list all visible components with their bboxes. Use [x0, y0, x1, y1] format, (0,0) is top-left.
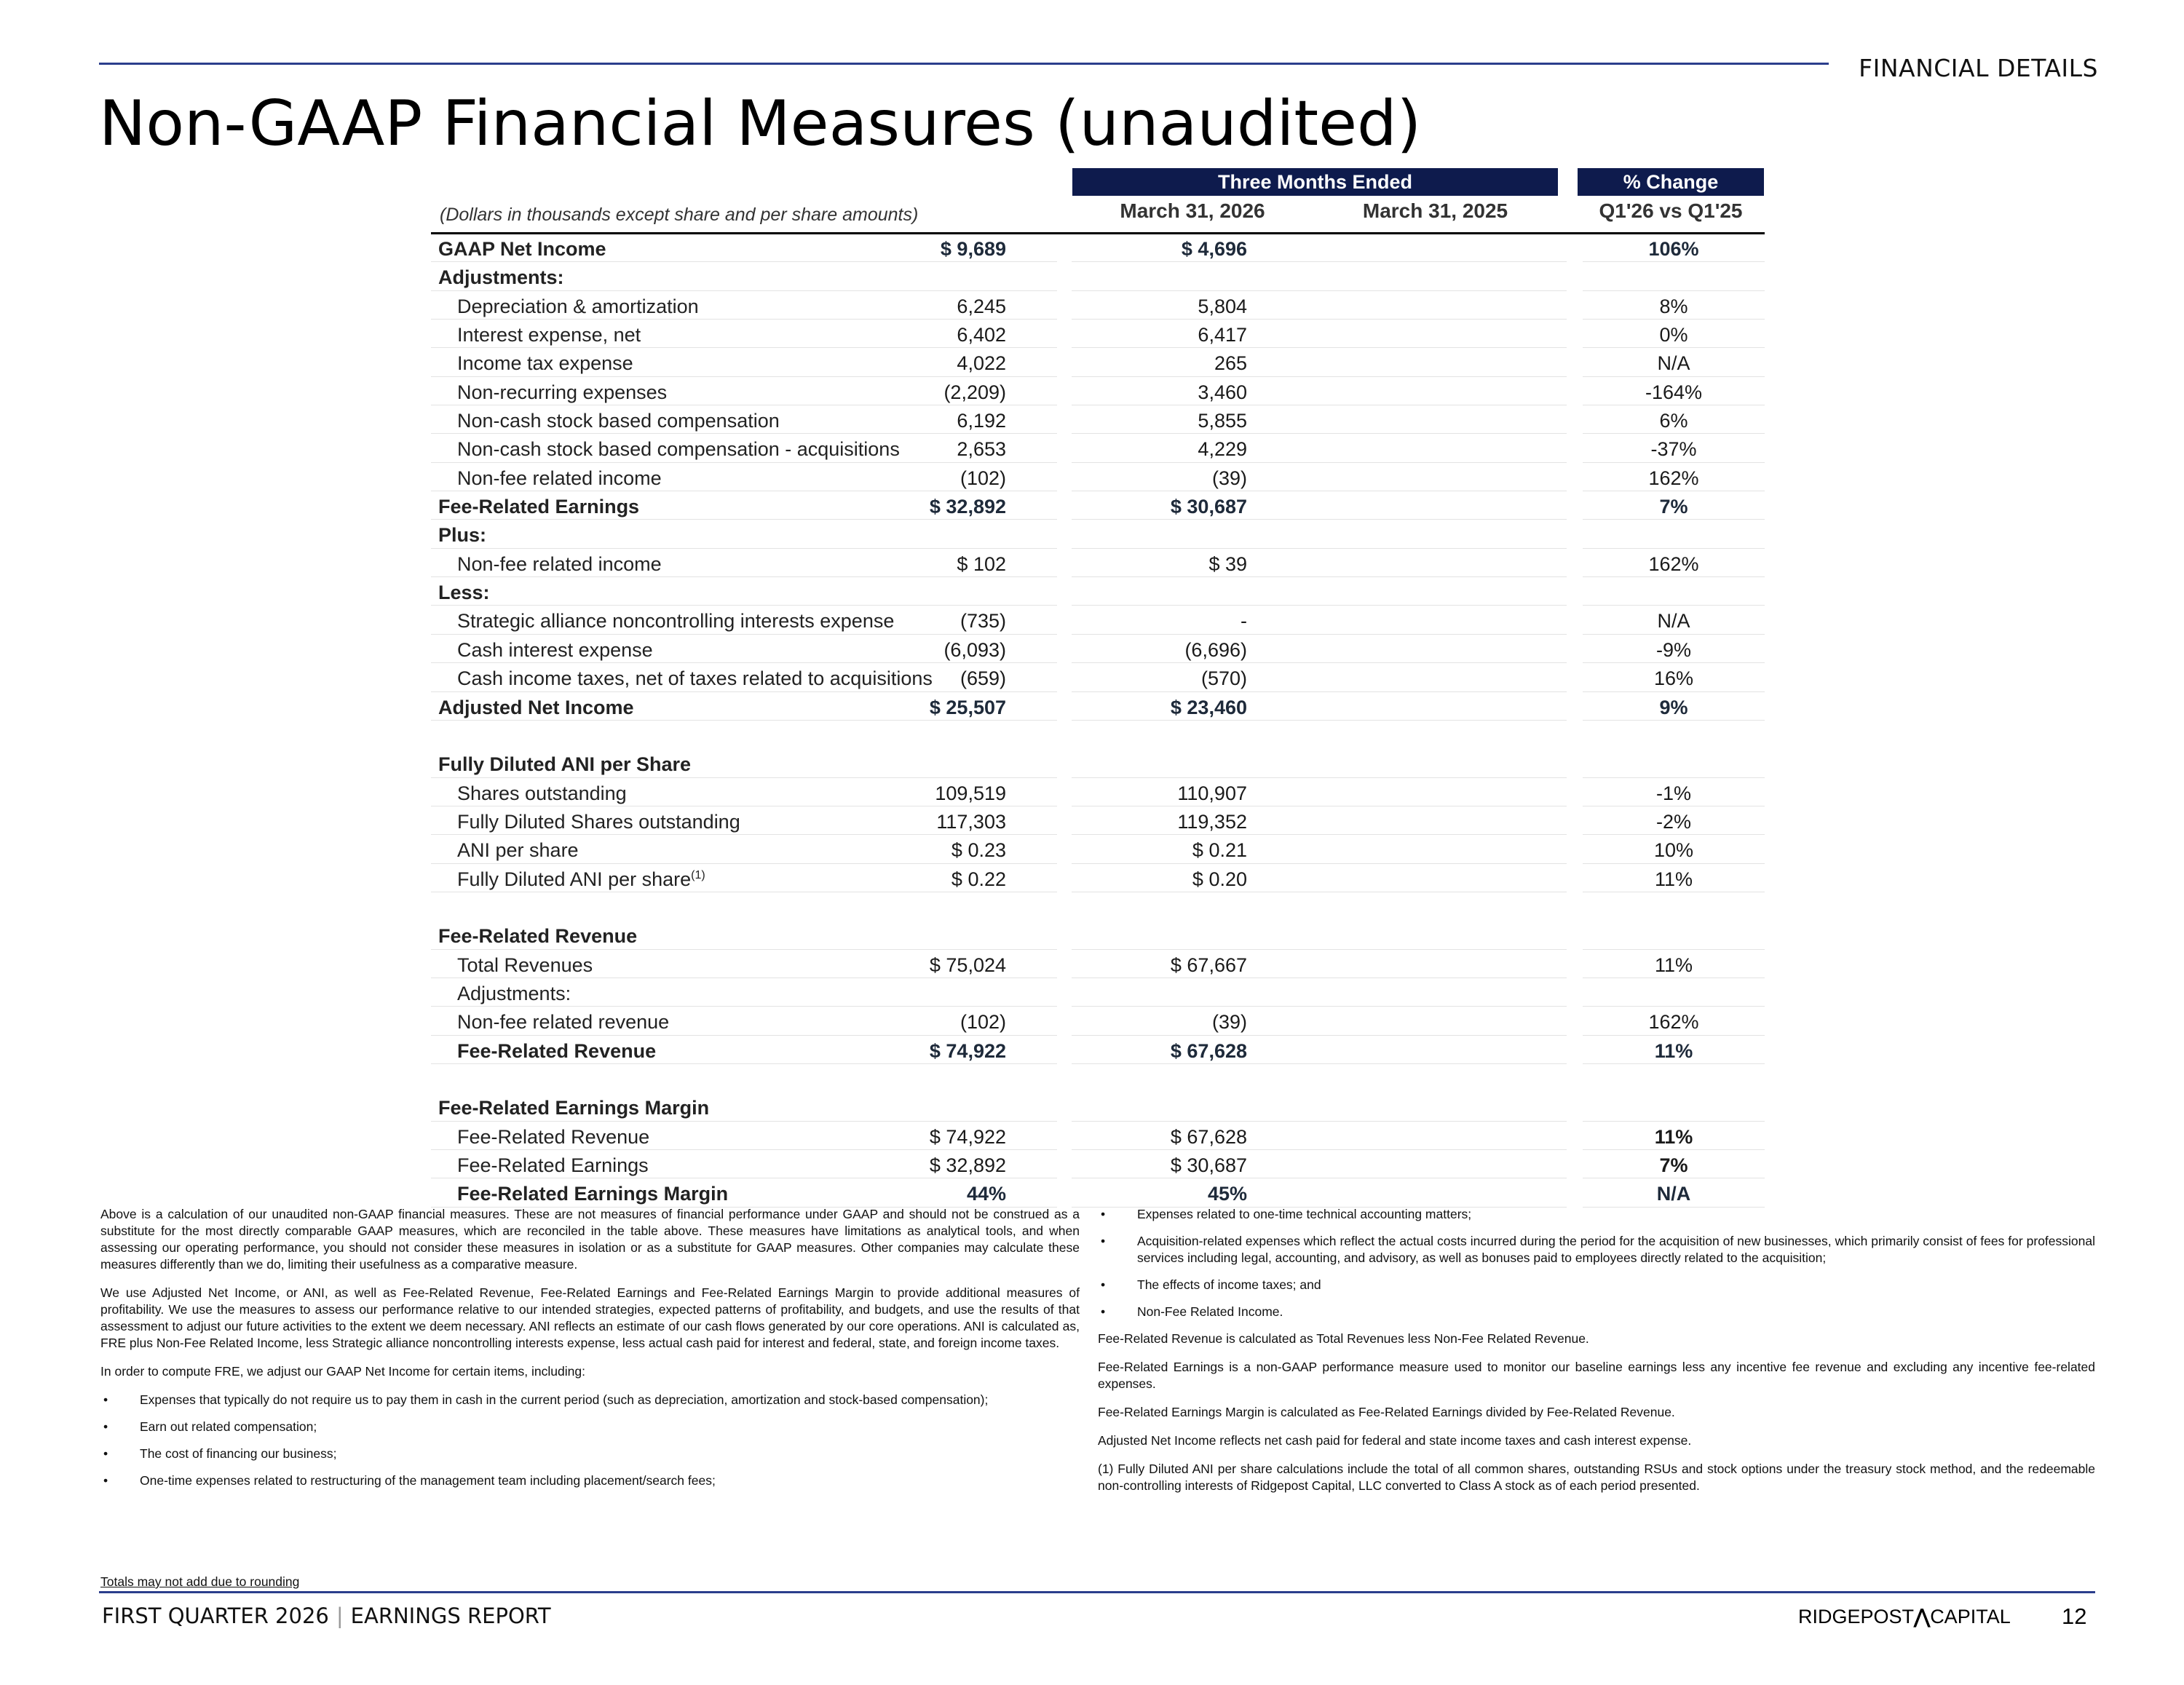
- row-label: Income tax expense: [457, 352, 633, 375]
- row-label: Fee-Related Revenue: [457, 1039, 657, 1062]
- table-row: [431, 491, 1765, 520]
- table-row: [431, 1178, 1765, 1207]
- table-row: [431, 348, 1765, 376]
- table-row: [431, 663, 1765, 691]
- bullet-text: Acquisition-related expenses which reflect the actual costs incurred during the period for the acquisition of new businesses, which primarily consist of fees for professional services including legal, accounting, and advisory, as well as bonuses paid to employees directly related to the acquisition;: [1137, 1234, 2095, 1265]
- value-pct-change: -2%: [1655, 810, 1691, 833]
- table-row: [431, 1036, 1765, 1064]
- table-row: [431, 549, 1765, 577]
- logo-text-left: RIDGEPOST: [1798, 1606, 1915, 1627]
- value-2025: (39): [1211, 467, 1247, 489]
- value-2025: $ 23,460: [1170, 696, 1247, 718]
- value-pct-change: 8%: [1659, 295, 1688, 317]
- value-pct-change: 11%: [1654, 868, 1693, 890]
- footnote-paragraph: Above is a calculation of our unaudited non-GAAP financial measures. These are not measures of financial performance under GAAP and should not be construed as a substitute for the most directly comparable GAAP measures, which are reconciled in the table above. These measures have limitations as analytical tools, and when assessing our operating performance, you should not consider these measures in isolation or as a substitute for GAAP measures. Other companies may calculate these measures differently than we do, limiting their usefulness as a comparative measure.: [100, 1207, 1080, 1272]
- value-2025: $ 67,667: [1170, 953, 1247, 976]
- value-2025: 5,855: [1198, 410, 1247, 432]
- value-2026: $ 75,024: [929, 953, 1006, 976]
- bullet-item: [1098, 1277, 2095, 1293]
- value-pct-change: 0%: [1659, 324, 1688, 346]
- value-2025: $ 30,687: [1170, 496, 1247, 518]
- value-pct-change: N/A: [1656, 1183, 1691, 1205]
- value-2025: $ 4,696: [1181, 238, 1247, 260]
- value-2025: -: [1241, 610, 1247, 633]
- value-2026: $ 74,922: [929, 1125, 1006, 1148]
- row-label: Fee-Related Earnings: [438, 496, 640, 518]
- row-label: Fee-Related Revenue: [457, 1125, 650, 1148]
- bullet-item: [1098, 1206, 2095, 1223]
- row-label: Depreciation & amortization: [457, 295, 699, 317]
- table-row: [431, 1064, 1765, 1093]
- col-header-change: Q1'26 vs Q1'25: [1599, 199, 1743, 222]
- row-label: Fully Diluted ANI per share: [457, 868, 692, 890]
- table-row: [431, 463, 1765, 491]
- top-rule: [99, 63, 1829, 65]
- units-note: (Dollars in thousands except share and per share amounts): [440, 205, 919, 225]
- value-2025: (570): [1200, 667, 1247, 690]
- value-2026: 6,245: [957, 295, 1006, 317]
- row-label: GAAP Net Income: [438, 238, 606, 260]
- pct-change-header: % Change: [1578, 168, 1764, 196]
- row-label: Fully Diluted ANI per Share: [438, 753, 692, 776]
- table-row: [431, 778, 1765, 806]
- value-pct-change: N/A: [1657, 352, 1690, 375]
- value-2025: 119,352: [1177, 810, 1247, 833]
- table-row: [431, 749, 1765, 777]
- bottom-rule: [99, 1591, 2095, 1593]
- table-row: [431, 291, 1765, 320]
- logo-mark-icon: ⋀: [1914, 1606, 1931, 1627]
- table-row: [431, 262, 1765, 290]
- value-pct-change: 16%: [1653, 667, 1694, 690]
- value-2025: $ 67,628: [1170, 1125, 1247, 1148]
- row-label: Non-fee related income: [457, 467, 662, 489]
- bullet-item: [1098, 1233, 2095, 1266]
- table-row: [431, 1007, 1765, 1035]
- table-row: [431, 978, 1765, 1007]
- value-2026: 109,519: [935, 782, 1006, 804]
- value-pct-change: -164%: [1645, 381, 1703, 403]
- reconciliation-table: [431, 234, 1765, 1208]
- value-2026: $ 0.23: [951, 839, 1006, 862]
- value-2025: (39): [1211, 1011, 1247, 1034]
- bullet-icon: •: [1101, 1304, 1106, 1319]
- footnote-marker: (1): [691, 868, 705, 881]
- table-row: [431, 892, 1765, 921]
- value-2026: (659): [960, 667, 1006, 690]
- row-label: Fee-Related Earnings: [457, 1154, 649, 1176]
- value-2026: 6,402: [957, 324, 1006, 346]
- row-label: Non-cash stock based compensation: [457, 410, 780, 432]
- footnote-paragraph: (1) Fully Diluted ANI per share calculations include the total of all common shares, outstanding RSUs and stock options under the treasury stock method, and the redeemable non-controlling interests of Ridgepost Capital, LLC converted to Class A stock as of each period presented.: [1098, 1462, 2095, 1493]
- table-row: [431, 806, 1765, 835]
- table-row: [431, 606, 1765, 634]
- company-logo: [1798, 1606, 2011, 1628]
- value-pct-change: 106%: [1648, 238, 1699, 260]
- row-label: Cash interest expense: [457, 638, 653, 661]
- bullet-item: [100, 1472, 1080, 1489]
- value-2025: (6,696): [1184, 638, 1247, 661]
- value-2025: 265: [1214, 352, 1247, 375]
- table-row: [431, 1093, 1765, 1121]
- value-2026: (102): [960, 467, 1006, 489]
- footnote-paragraph: Adjusted Net Income reflects net cash paid for federal and state income taxes and cash interest expense.: [1098, 1433, 1692, 1448]
- row-label: Non-fee related income: [457, 552, 662, 575]
- row-label: Fully Diluted Shares outstanding: [457, 810, 740, 833]
- value-2025: $ 67,628: [1170, 1039, 1247, 1062]
- row-label: ANI per share: [457, 839, 579, 862]
- col-header-2026: March 31, 2026: [1120, 199, 1265, 222]
- row-label: Interest expense, net: [457, 324, 641, 346]
- row-label: Plus:: [438, 524, 487, 547]
- bullet-icon: •: [103, 1473, 108, 1488]
- value-pct-change: 11%: [1654, 1125, 1693, 1148]
- footer-quarter: FIRST QUARTER 2026: [102, 1603, 329, 1628]
- value-2025: $ 0.21: [1192, 839, 1247, 862]
- table-row: [431, 1150, 1765, 1178]
- page-number: 12: [2062, 1603, 2087, 1629]
- table-row: [431, 950, 1765, 978]
- table-row: [431, 692, 1765, 721]
- footer-separator: |: [336, 1603, 344, 1628]
- value-2026: $ 9,689: [940, 238, 1006, 260]
- row-label: Strategic alliance noncontrolling interests expense: [457, 610, 895, 633]
- row-label: Shares outstanding: [457, 782, 627, 804]
- value-2026: (102): [960, 1011, 1006, 1034]
- value-2025: 3,460: [1198, 381, 1247, 403]
- value-2025: $ 30,687: [1170, 1154, 1247, 1176]
- value-2026: 4,022: [957, 352, 1006, 375]
- value-pct-change: -1%: [1655, 782, 1691, 804]
- row-label: Non-fee related revenue: [457, 1011, 670, 1034]
- value-pct-change: 162%: [1648, 1011, 1699, 1034]
- value-2026: 44%: [966, 1183, 1006, 1205]
- footnote-paragraph: Fee-Related Earnings is a non-GAAP performance measure used to monitor our baseline earnings less any incentive fee revenue and excluding any incentive fee-related expenses.: [1098, 1360, 2095, 1391]
- row-label: Cash income taxes, net of taxes related to acquisitions: [457, 667, 933, 690]
- value-pct-change: 9%: [1659, 696, 1688, 718]
- value-2025: 5,804: [1198, 295, 1247, 317]
- row-label: Total Revenues: [457, 953, 593, 976]
- value-pct-change: 7%: [1659, 496, 1688, 518]
- value-pct-change: N/A: [1657, 610, 1690, 633]
- table-row: [431, 921, 1765, 949]
- bullet-icon: •: [103, 1392, 108, 1407]
- page-title: Non-GAAP Financial Measures (unaudited): [99, 87, 1422, 160]
- value-2026: $ 25,507: [929, 696, 1006, 718]
- row-label-wrap: [457, 868, 705, 891]
- value-2026: (2,209): [943, 381, 1006, 403]
- bullet-item: [1098, 1304, 2095, 1320]
- value-2025: 6,417: [1198, 324, 1247, 346]
- value-pct-change: -37%: [1650, 438, 1697, 461]
- value-2025: 4,229: [1198, 438, 1247, 461]
- col-header-2025: March 31, 2025: [1362, 199, 1508, 222]
- value-2025: 110,907: [1177, 782, 1247, 804]
- table-row: [431, 864, 1765, 892]
- bullet-icon: •: [1101, 1207, 1106, 1221]
- value-2025: $ 0.20: [1192, 868, 1247, 890]
- table-row: [431, 721, 1765, 749]
- row-label: Fee-Related Earnings Margin: [438, 1097, 710, 1119]
- row-label: Adjustments:: [438, 266, 564, 289]
- footer-report-label: [102, 1603, 551, 1628]
- table-row: [431, 635, 1765, 663]
- table-row: [431, 434, 1765, 462]
- value-pct-change: 11%: [1654, 953, 1693, 976]
- bullet-text: Expenses related to one-time technical accounting matters;: [1137, 1207, 1472, 1221]
- bullet-text: One-time expenses related to restructuring of the management team including placement/search fees;: [140, 1473, 716, 1488]
- value-2026: $ 0.22: [951, 868, 1006, 890]
- row-label: Fee-Related Earnings Margin: [457, 1183, 729, 1205]
- value-2026: (6,093): [943, 638, 1006, 661]
- value-2026: $ 32,892: [929, 496, 1006, 518]
- table-row: [431, 405, 1765, 434]
- table-row: [431, 835, 1765, 863]
- bullet-item: [100, 1419, 1080, 1435]
- bullet-icon: •: [103, 1446, 108, 1461]
- value-2026: 6,192: [957, 410, 1006, 432]
- table-row: [431, 577, 1765, 606]
- value-2026: $ 74,922: [929, 1039, 1006, 1062]
- bullet-icon: •: [103, 1419, 108, 1434]
- section-label: FINANCIAL DETAILS: [1859, 54, 2098, 82]
- bullet-text: Expenses that typically do not require us to pay them in cash in the current period (such as depreciation, amortization and stock-based compensation);: [140, 1392, 989, 1407]
- table-row: [431, 520, 1765, 548]
- footnotes-left: [100, 1206, 1080, 1499]
- bullet-icon: •: [1101, 1277, 1106, 1292]
- footnote-paragraph: Fee-Related Earnings Margin is calculated as Fee-Related Earnings divided by Fee-Related Revenue.: [1098, 1405, 1675, 1419]
- rounding-note: Totals may not add due to rounding: [100, 1574, 300, 1589]
- value-2026: $ 32,892: [929, 1154, 1006, 1176]
- footnotes-right: [1098, 1206, 2095, 1506]
- bullet-text: Non-Fee Related Income.: [1137, 1304, 1283, 1319]
- value-2025: 45%: [1207, 1183, 1247, 1205]
- footer-report: EARNINGS REPORT: [350, 1603, 551, 1628]
- row-label: Fee-Related Revenue: [438, 925, 638, 948]
- value-pct-change: 11%: [1654, 1039, 1693, 1062]
- table-row: [431, 320, 1765, 348]
- bullet-text: The cost of financing our business;: [140, 1446, 337, 1461]
- footnote-paragraph: We use Adjusted Net Income, or ANI, as well as Fee-Related Revenue, Fee-Related Earnings and Fee-Related Earnings Margin to provide additional measures of profitability. We use the measures to assess our performance relative to our intended strategies, expected patterns of profitability, and budgets, and use the results of that assessment to adjust our future activities to the extent we deem necessary. ANI reflects an estimate of our cash flows generated by our core operations. ANI is calculated as, FRE plus Non-Fee Related Income, less Strategic alliance noncontrolling interests expense, less actual cash paid for interest and federal, state, and foreign income taxes.: [100, 1285, 1080, 1350]
- three-months-header: Three Months Ended: [1072, 168, 1558, 196]
- value-2026: $ 102: [957, 552, 1006, 575]
- value-pct-change: 7%: [1659, 1154, 1688, 1176]
- row-label: Non-recurring expenses: [457, 381, 668, 403]
- bullet-item: [100, 1392, 1080, 1408]
- logo-text-right: CAPITAL: [1930, 1606, 2011, 1627]
- value-2025: $ 39: [1208, 552, 1247, 575]
- value-pct-change: -9%: [1655, 638, 1691, 661]
- row-label: Adjustments:: [457, 982, 571, 1004]
- value-2026: 2,653: [957, 438, 1006, 461]
- bullet-text: Earn out related compensation;: [140, 1419, 317, 1434]
- value-pct-change: 162%: [1648, 467, 1699, 489]
- value-2026: (735): [960, 610, 1006, 633]
- table-row: [431, 1122, 1765, 1150]
- footnote-paragraph: Fee-Related Revenue is calculated as Total Revenues less Non-Fee Related Revenue.: [1098, 1331, 1589, 1346]
- row-label: Less:: [438, 582, 490, 604]
- table-row: [431, 377, 1765, 405]
- footnote-paragraph: In order to compute FRE, we adjust our GAAP Net Income for certain items, including:: [100, 1364, 585, 1379]
- bullet-text: The effects of income taxes; and: [1137, 1277, 1321, 1292]
- value-2026: 117,303: [936, 810, 1006, 833]
- value-pct-change: 162%: [1648, 552, 1699, 575]
- row-label: Non-cash stock based compensation - acquisitions: [457, 438, 900, 461]
- value-pct-change: 10%: [1653, 839, 1694, 862]
- bullet-icon: •: [1101, 1234, 1106, 1248]
- row-label: Adjusted Net Income: [438, 696, 634, 718]
- value-pct-change: 6%: [1659, 410, 1688, 432]
- bullet-item: [100, 1446, 1080, 1462]
- table-row: [431, 234, 1765, 262]
